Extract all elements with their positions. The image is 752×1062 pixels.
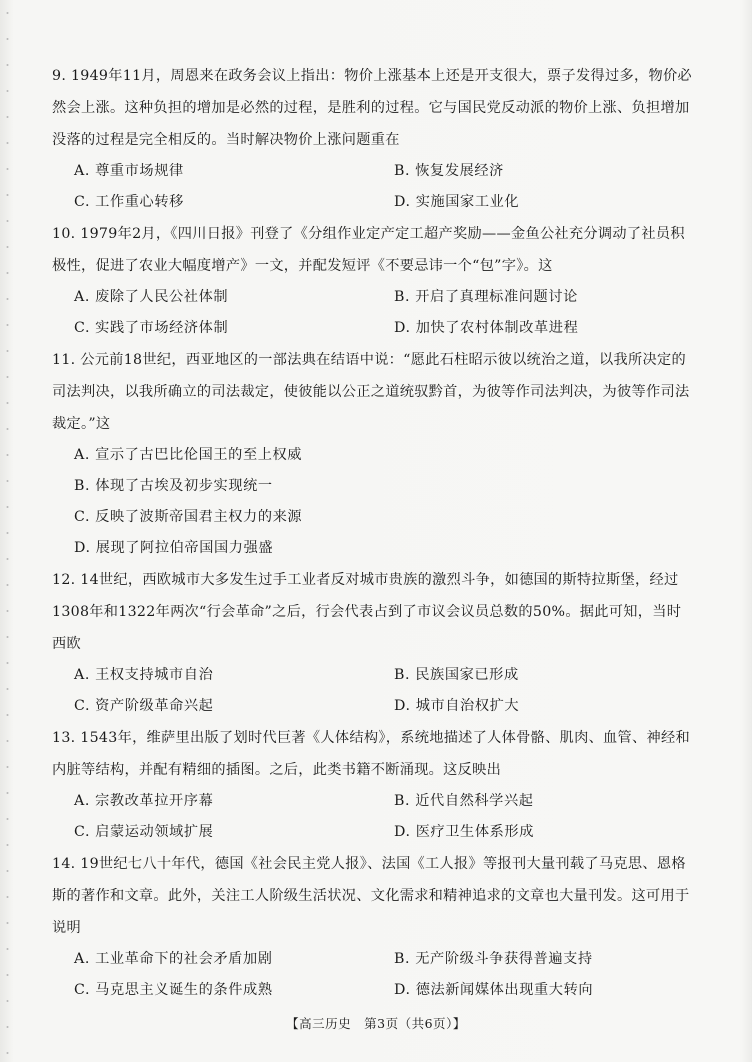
option-d[interactable]: D. 实施国家工业化 bbox=[394, 194, 520, 210]
options bbox=[52, 440, 692, 564]
question-stem: 11. 公元前18世纪，西亚地区的一部法典在结语中说：“愿此石柱昭示彼以统治之道，以我所决定的司法判决，以我所确立的司法裁定，使彼能以公正之道统驭黔首，为彼等作司法判决，为彼等作司法裁定。”这 bbox=[52, 352, 690, 432]
option-a[interactable]: A. 宗教改革拉开序幕 bbox=[74, 793, 214, 809]
question-stem: 9. 1949年11月，周恩来在政务会议上指出：物价上涨基本上还是开支很大，票子发得过多，物价必然会上涨。这种负担的增加是必然的过程，是胜利的过程。它与国民党反动派的物价上涨、负担增加没落的过程是完全相反的。当时解决物价上涨问题重在 bbox=[52, 68, 692, 148]
option-d[interactable]: D. 城市自治权扩大 bbox=[394, 698, 520, 714]
options bbox=[52, 786, 692, 848]
option-a[interactable]: A. 尊重市场规律 bbox=[74, 163, 184, 179]
question-10 bbox=[52, 218, 692, 344]
options bbox=[52, 944, 692, 1006]
option-d[interactable]: D. 加快了农村体制改革进程 bbox=[394, 320, 579, 336]
option-c[interactable]: C. 反映了波斯帝国君主权力的来源 bbox=[74, 509, 303, 525]
option-b[interactable]: B. 民族国家已形成 bbox=[394, 667, 519, 683]
option-b[interactable]: B. 体现了古埃及初步实现统一 bbox=[74, 478, 273, 494]
question-9 bbox=[52, 60, 692, 218]
question-11 bbox=[52, 344, 692, 564]
scan-edge-marks bbox=[6, 0, 9, 1062]
option-d[interactable]: D. 展现了阿拉伯帝国国力强盛 bbox=[74, 540, 274, 556]
option-b[interactable]: B. 近代自然科学兴起 bbox=[394, 793, 534, 809]
option-a[interactable]: A. 王权支持城市自治 bbox=[74, 667, 214, 683]
question-12 bbox=[52, 564, 692, 722]
option-d[interactable]: D. 医疗卫生体系形成 bbox=[394, 824, 534, 840]
option-b[interactable]: B. 开启了真理标准问题讨论 bbox=[394, 289, 578, 305]
question-stem: 14. 19世纪七八十年代，德国《社会民主党人报》、法国《工人报》等报刊大量刊载了马克思、恩格斯的著作和文章。此外，关注工人阶级生活状况、文化需求和精神追求的文章也大量刊发。这可用于说明 bbox=[52, 856, 690, 936]
option-c[interactable]: C. 工作重心转移 bbox=[74, 194, 184, 210]
question-14 bbox=[52, 848, 692, 1006]
option-c[interactable]: C. 资产阶级革命兴起 bbox=[74, 698, 214, 714]
page-footer: 【高三历史 第3页（共6页）】 bbox=[286, 1016, 466, 1031]
option-c[interactable]: C. 马克思主义诞生的条件成熟 bbox=[74, 982, 273, 998]
option-b[interactable]: B. 无产阶级斗争获得普遍支持 bbox=[394, 951, 593, 967]
question-stem: 12. 14世纪，西欧城市大多发生过手工业者反对城市贵族的激烈斗争，如德国的斯特拉斯堡，经过1308年和1322年两次“行会革命”之后，行会代表占到了市议会议员总数的50%。据此可知，当时西欧 bbox=[52, 572, 682, 652]
option-a[interactable]: A. 宣示了古巴比伦国王的至上权威 bbox=[74, 447, 303, 463]
options bbox=[52, 156, 692, 218]
options bbox=[52, 660, 692, 722]
option-d[interactable]: D. 德法新闻媒体出现重大转向 bbox=[394, 982, 594, 998]
options bbox=[52, 282, 692, 344]
option-b[interactable]: B. 恢复发展经济 bbox=[394, 163, 504, 179]
option-a[interactable]: A. 工业革命下的社会矛盾加剧 bbox=[74, 951, 273, 967]
question-stem: 10. 1979年2月，《四川日报》刊登了《分组作业定产定工超产奖励——金鱼公社充分调动了社员积极性，促进了农业大幅度增产》一文，并配发短评《不要忌讳一个“包”字》。这 bbox=[52, 226, 685, 274]
question-stem: 13. 1543年，维萨里出版了划时代巨著《人体结构》，系统地描述了人体骨骼、肌肉、血管、神经和内脏等结构，并配有精细的插图。之后，此类书籍不断涌现。这反映出 bbox=[52, 730, 690, 778]
option-c[interactable]: C. 启蒙运动领域扩展 bbox=[74, 824, 214, 840]
option-a[interactable]: A. 废除了人民公社体制 bbox=[74, 289, 229, 305]
option-c[interactable]: C. 实践了市场经济体制 bbox=[74, 320, 229, 336]
question-13 bbox=[52, 722, 692, 848]
questions-area bbox=[52, 60, 692, 1006]
